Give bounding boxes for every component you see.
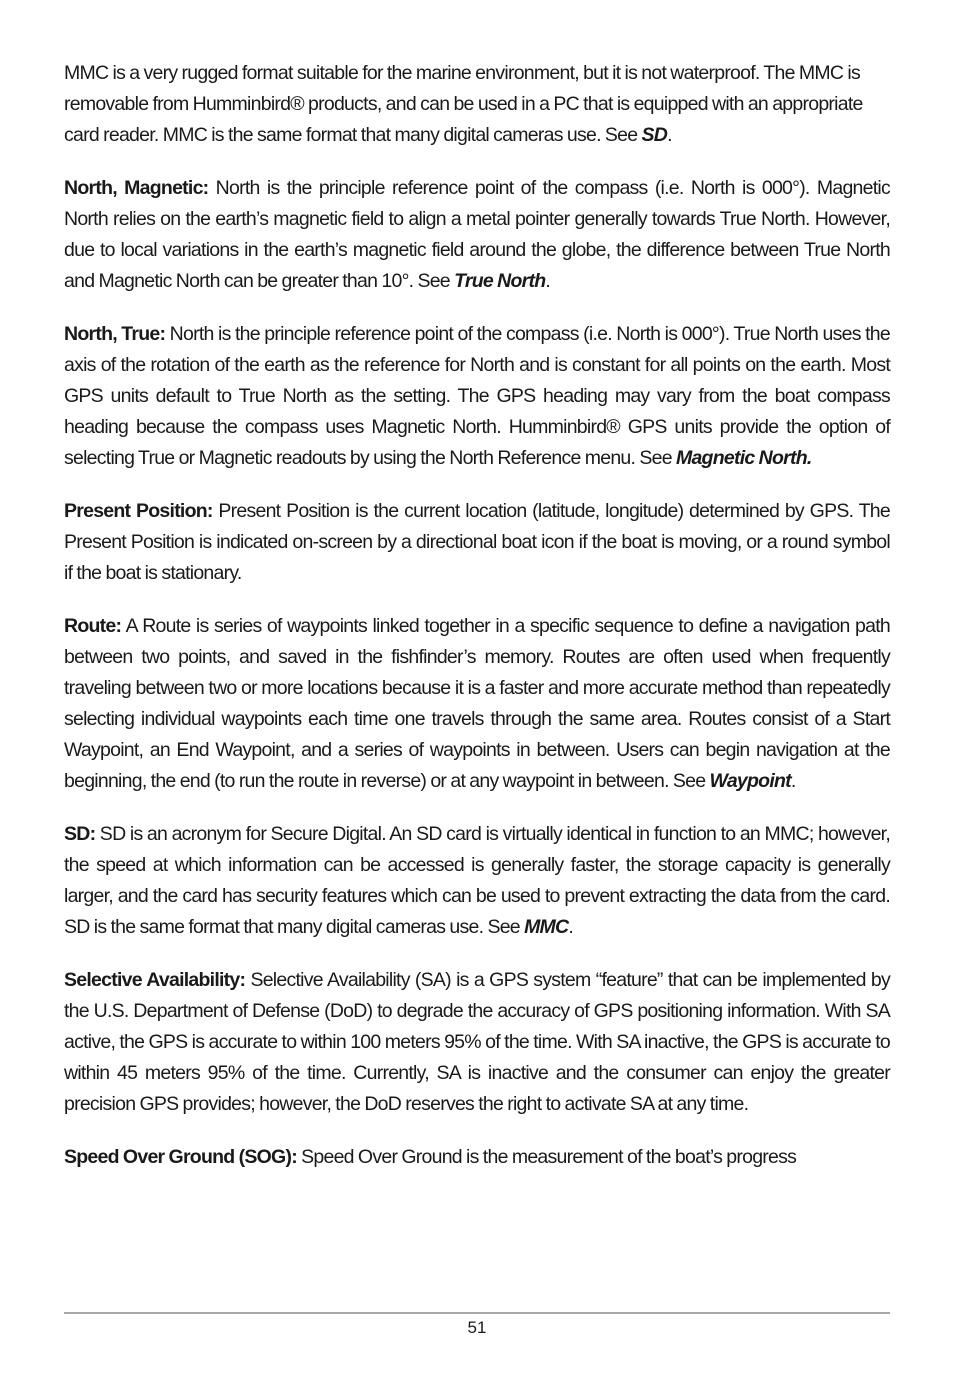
glossary-term: North, True: xyxy=(64,323,166,345)
cross-reference-magnetic-north: Magnetic North. xyxy=(675,447,812,469)
glossary-term: Present Position: xyxy=(64,500,213,522)
page-number: 51 xyxy=(467,1318,487,1337)
paragraph-text: SD is an acronym for Secure Digital. An SD card is virtually identical in function to an MMC; however, the speed at which information can be accessed is generally faster, the storage capacity is generally larger, and the card has security features which can be used to prevent extracting the data from the card. SD is the same format that many digital cameras use. See xyxy=(64,823,890,938)
cross-reference-mmc: MMC xyxy=(524,916,569,938)
glossary-term: North, Magnetic: xyxy=(64,177,209,199)
glossary-page xyxy=(64,58,890,1195)
glossary-term: Selective Availability: xyxy=(64,969,246,991)
paragraph-selective-availability xyxy=(64,965,890,1120)
paragraph-sog xyxy=(64,1142,890,1173)
cross-reference-true-north: True North xyxy=(454,270,546,292)
glossary-term: Route: xyxy=(64,615,122,637)
paragraph-sd xyxy=(64,819,890,943)
paragraph-text-end: . xyxy=(790,770,796,792)
glossary-term: Speed Over Ground (SOG): xyxy=(64,1146,297,1168)
paragraph-text: Present Position is the current location (latitude, longitude) determined by GPS. The Present Position is indicated on-screen by a directional boat icon if the boat is moving, or a round symbol if the boat is stationary. xyxy=(64,500,890,584)
glossary-term: SD: xyxy=(64,823,96,845)
paragraph-north-magnetic xyxy=(64,173,890,297)
cross-reference-waypoint: Waypoint xyxy=(709,770,791,792)
paragraph-text: North is the principle reference point of the compass (i.e. North is 000°). True North uses the axis of the rotation of the earth as the reference for North and is constant for all points on the earth. Most GPS units default to True North as the setting. The GPS heading may vary from the boat compass heading because the compass uses Magnetic North. Humminbird® GPS units provide the option of selecting True or Magnetic readouts by using the North Reference menu. See xyxy=(64,323,890,469)
paragraph-mmc xyxy=(64,58,890,151)
paragraph-north-true xyxy=(64,319,890,474)
cross-reference-sd: SD xyxy=(641,124,668,146)
paragraph-present-position xyxy=(64,496,890,589)
paragraph-text: Selective Availability (SA) is a GPS system “feature” that can be implemented by the U.S. Department of Defense (DoD) to degrade the accuracy of GPS positioning information. With SA active, the GPS is accurate to within 100 meters 95% of the time. With SA inactive, the GPS is accurate to within 45 meters 95% of the time. Currently, SA is inactive and the consumer can enjoy the greater precision GPS provides; however, the DoD reserves the right to activate SA at any time. xyxy=(64,969,891,1115)
paragraph-text-end: . xyxy=(667,124,672,146)
paragraph-route xyxy=(64,611,890,797)
paragraph-text: A Route is series of waypoints linked together in a specific sequence to define a navigation path between two points, and saved in the fishfinder’s memory. Routes are often used when frequently traveling between two or more locations because it is a faster and more accurate method than repeatedly selecting individual waypoints each time one travels through the same area. Routes consist of a Start Waypoint, an End Waypoint, and a series of waypoints in between. Users can begin navigation at the beginning, the end (to run the route in reverse) or at any waypoint in between. See xyxy=(64,615,890,792)
paragraph-text: Speed Over Ground is the measurement of the boat’s progress xyxy=(296,1146,797,1168)
paragraph-text: MMC is a very rugged format suitable for the marine environment, but it is not waterproof. The MMC is removable from Humminbird® products, and can be used in a PC that is equipped with an appropriate card reader. MMC is the same format that many digital cameras use. See xyxy=(64,62,863,146)
paragraph-text-end: . xyxy=(568,916,574,938)
paragraph-text: North is the principle reference point of the compass (i.e. North is 000°). Magnetic North relies on the earth’s magnetic field to align a metal pointer generally towards True North. However, due to local variations in the earth’s magnetic field around the globe, the difference between True North and Magnetic North can be greater than 10°. See xyxy=(64,177,890,292)
footer-divider xyxy=(64,1312,890,1314)
paragraph-text-end: . xyxy=(545,270,551,292)
